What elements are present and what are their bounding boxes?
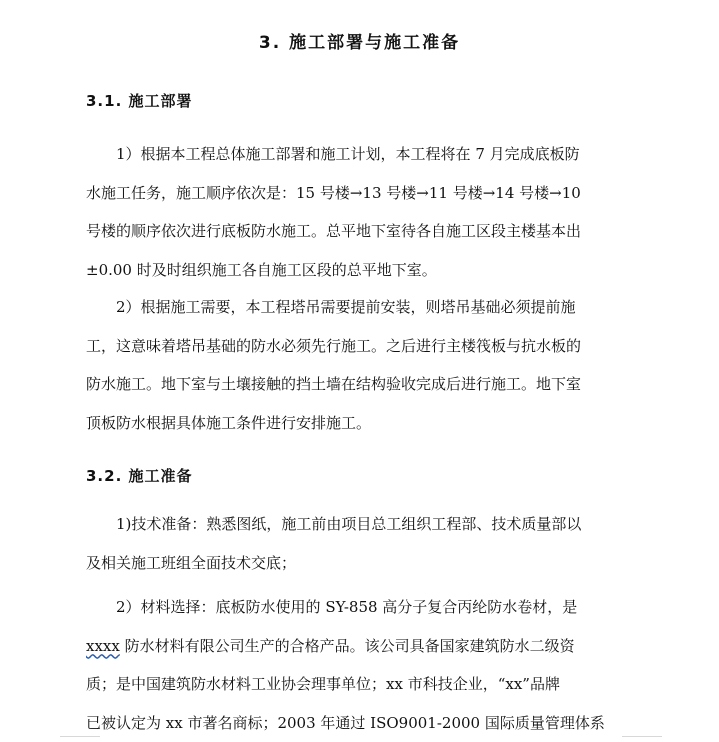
paragraph-line: 2）材料选择：底板防水使用的 SY-858 高分子复合丙纶防水卷材，是 xyxy=(86,588,636,627)
paragraph-line: ±0.00 时及时组织施工各自施工区段的总平地下室。 xyxy=(86,251,636,290)
paragraph-line: 已被认定为 xx 市著名商标；2003 年通过 ISO9001-2000 国际质量管理体系 xyxy=(86,704,636,742)
paragraph-deployment-1 xyxy=(86,135,636,289)
paragraph-line: 2）根据施工需要，本工程塔吊需要提前安装，则塔吊基础必须提前施 xyxy=(86,288,636,327)
spellcheck-underlined-text: xxxx xyxy=(86,637,120,655)
section-heading-3-2: 3.2. 施工准备 xyxy=(86,465,193,486)
paragraph-line-rest: 防水材料有限公司生产的合格产品。该公司具备国家建筑防水二级资 xyxy=(120,637,575,655)
page-title: 3. 施工部署与施工准备 xyxy=(0,28,719,53)
paragraph-deployment-2 xyxy=(86,288,636,442)
paragraph-line: 1）根据本工程总体施工部署和施工计划，本工程将在 7 月完成底板防 xyxy=(86,135,636,174)
paragraph-line: 水施工任务，施工顺序依次是：15 号楼→13 号楼→11 号楼→14 号楼→10 xyxy=(86,174,636,213)
paragraph-line xyxy=(86,627,636,666)
paragraph-line: 及相关施工班组全面技术交底； xyxy=(86,544,636,583)
section-heading-3-1: 3.1. 施工部署 xyxy=(86,90,193,111)
paragraph-preparation-1 xyxy=(86,505,636,582)
paragraph-line: 质；是中国建筑防水材料工业协会理事单位；xx 市科技企业，“xx”品牌 xyxy=(86,665,636,704)
paragraph-line: 1)技术准备：熟悉图纸，施工前由项目总工组织工程部、技术质量部以 xyxy=(86,505,636,544)
paragraph-line: 工，这意味着塔吊基础的防水必须先行施工。之后进行主楼筏板与抗水板的 xyxy=(86,327,636,366)
paragraph-line: 顶板防水根据具体施工条件进行安排施工。 xyxy=(86,404,636,443)
paragraph-preparation-2 xyxy=(86,588,636,742)
page-corner-mark-right xyxy=(622,736,662,737)
page-corner-mark-left xyxy=(60,736,100,737)
paragraph-line: 防水施工。地下室与土壤接触的挡土墙在结构验收完成后进行施工。地下室 xyxy=(86,365,636,404)
paragraph-line: 号楼的顺序依次进行底板防水施工。总平地下室待各自施工区段主楼基本出 xyxy=(86,212,636,251)
